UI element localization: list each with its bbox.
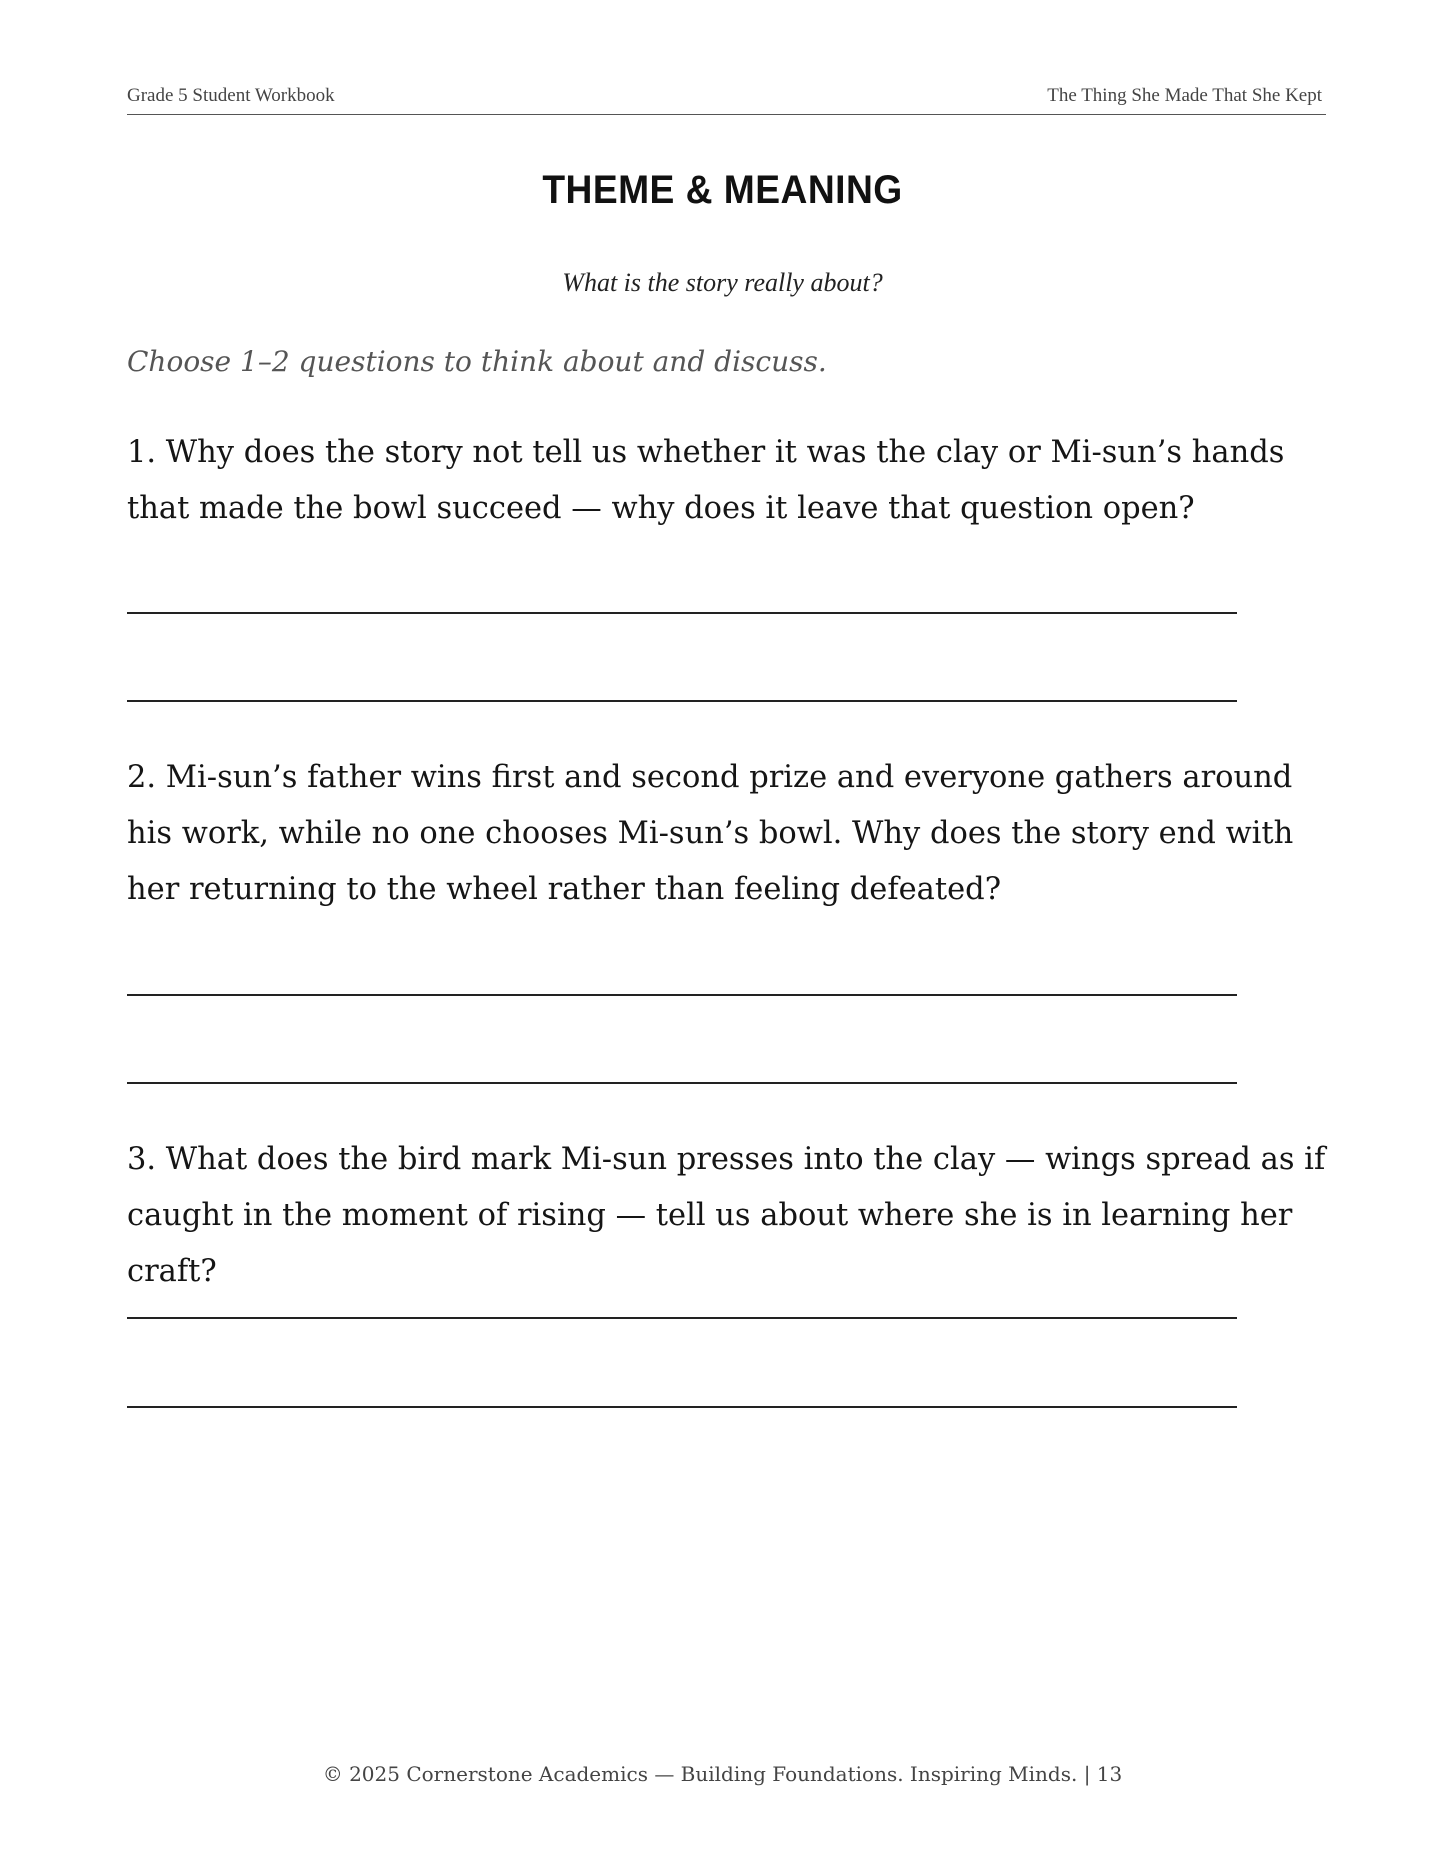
answer-line-3b[interactable]: [127, 1406, 1237, 1408]
page-title: THEME & MEANING: [542, 168, 903, 212]
header-story-title: The Thing She Made That She Kept: [1047, 85, 1322, 106]
answer-line-2b[interactable]: [127, 1082, 1237, 1084]
answer-line-2a[interactable]: [127, 994, 1237, 996]
page-footer: © 2025 Cornerstone Academics — Building Foundations. Inspiring Minds. | 13: [322, 1762, 1123, 1786]
question-2: 2. Mi-sun’s father wins first and second prize and everyone gathers around his work, while no one chooses Mi-sun’s bowl. Why does the story end with her returning to the wheel rather than feeling defeated?: [127, 760, 1294, 907]
header-workbook-label: Grade 5 Student Workbook: [127, 85, 335, 106]
page-subtitle: What is the story really about?: [562, 268, 883, 297]
answer-line-1a[interactable]: [127, 612, 1237, 614]
instruction-text: Choose 1–2 questions to think about and discuss.: [127, 345, 827, 378]
answer-line-1b[interactable]: [127, 700, 1237, 702]
question-3: 3. What does the bird mark Mi-sun presses into the clay — wings spread as if caught in the moment of rising — tell us about where she is in learning her craft?: [127, 1142, 1326, 1289]
answer-line-3a[interactable]: [127, 1317, 1237, 1319]
page-header: [127, 82, 1326, 115]
question-1: 1. Why does the story not tell us whether it was the clay or Mi-sun’s hands that made the bowl succeed — why does it leave that question open?: [127, 435, 1285, 526]
